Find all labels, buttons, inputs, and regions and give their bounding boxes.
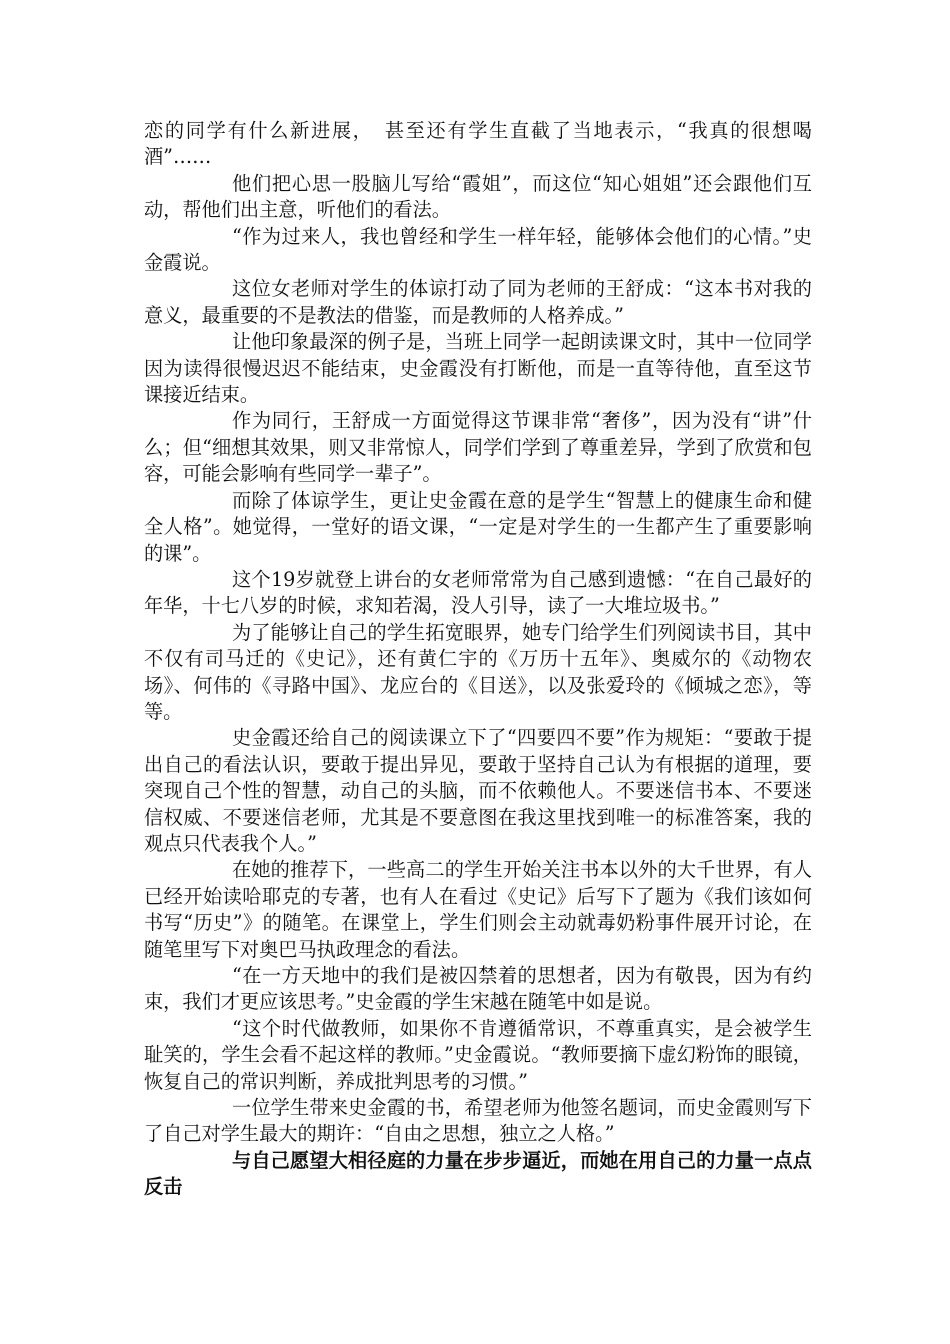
paragraph: 一位学生带来史金霞的书，希望老师为他签名题词，而史金霞则写下了自己对学生最大的期许：“自由之思想，独立之人格。” — [144, 1096, 812, 1146]
paragraph: 这个19岁就登上讲台的女老师常常为自己感到遗憾：“在自己最好的年华，十七八岁的时候，求知若渴，没人引导，读了一大堆垃圾书。” — [144, 567, 812, 618]
paragraph: “这个时代做教师，如果你不肯遵循常识，不尊重真实，是会被学生耻笑的，学生会看不起这样的教师。”史金霞说。“教师要摘下虚幻粉饰的眼镜，恢复自己的常识判断，养成批判思考的习惯。” — [144, 1016, 812, 1093]
paragraph: “作为过来人，我也曾经和学生一样年轻，能够体会他们的心情。”史金霞说。 — [144, 224, 812, 275]
paragraph: 这位女老师对学生的体谅打动了同为老师的王舒成：“这本书对我的意义，最重要的不是教法的借鉴，而是教师的人格养成。” — [144, 277, 812, 327]
paragraph: 为了能够让自己的学生拓宽眼界，她专门给学生们列阅读书目，其中不仅有司马迁的《史记》，还有黄仁宇的《万历十五年》、奥威尔的《动物农场》、何伟的《寻路中国》、龙应台的《目送》，以及张爱玲的《倾城之恋》，等等。 — [144, 620, 812, 723]
paragraph: 作为同行，王舒成一方面觉得这节课非常“奢侈”，因为没有“讲”什么；但“细想其效果，则又非常惊人，同学们学到了尊重差异，学到了欣赏和包容，可能会影响有些同学一辈子”。 — [144, 409, 812, 486]
paragraph: 史金霞还给自己的阅读课立下了“四要四不要”作为规矩：“要敢于提出自己的看法认识，要敢于提出异见，要敢于坚持自己认为有根据的道理，要突现自己个性的智慧，动自己的头脑，而不依赖他人。不要迷信书本、不要迷信权威、不要迷信老师，尤其是不要意图在我这里找到唯一的标准答案，我的观点只代表我个人。” — [144, 726, 812, 855]
paragraph: 他们把心思一股脑儿写给“霞姐”，而这位“知心姐姐”还会跟他们互动，帮他们出主意，听他们的看法。 — [144, 171, 812, 222]
section-heading: 与自己愿望大相径庭的力量在步步逼近，而她在用自己的力量一点点反击 — [144, 1148, 812, 1199]
paragraph: 而除了体谅学生，更让史金霞在意的是学生“智慧上的健康生命和健全人格”。她觉得，一堂好的语文课，“一定是对学生的一生都产生了重要影响的课”。 — [144, 488, 812, 565]
paragraph: 让他印象最深的例子是，当班上同学一起朗读课文时，其中一位同学因为读得很慢迟迟不能结束，史金霞没有打断他，而是一直等待他，直至这节课接近结束。 — [144, 330, 812, 407]
paragraph-continuation: 恋的同学有什么新进展， 甚至还有学生直截了当地表示，“我真的很想喝酒”…… — [144, 119, 812, 169]
paragraph: “在一方天地中的我们是被囚禁着的思想者，因为有敬畏，因为有约束，我们才更应该思考。”史金霞的学生宋越在随笔中如是说。 — [144, 964, 812, 1014]
article-body — [144, 118, 812, 1201]
paragraph: 在她的推荐下，一些高二的学生开始关注书本以外的大千世界，有人已经开始读哈耶克的专著，也有人在看过《史记》后写下了题为《我们该如何书写“历史”》的随笔。在课堂上，学生们则会主动就毒奶粉事件展开讨论，在随笔里写下对奥巴马执政理念的看法。 — [144, 858, 812, 961]
